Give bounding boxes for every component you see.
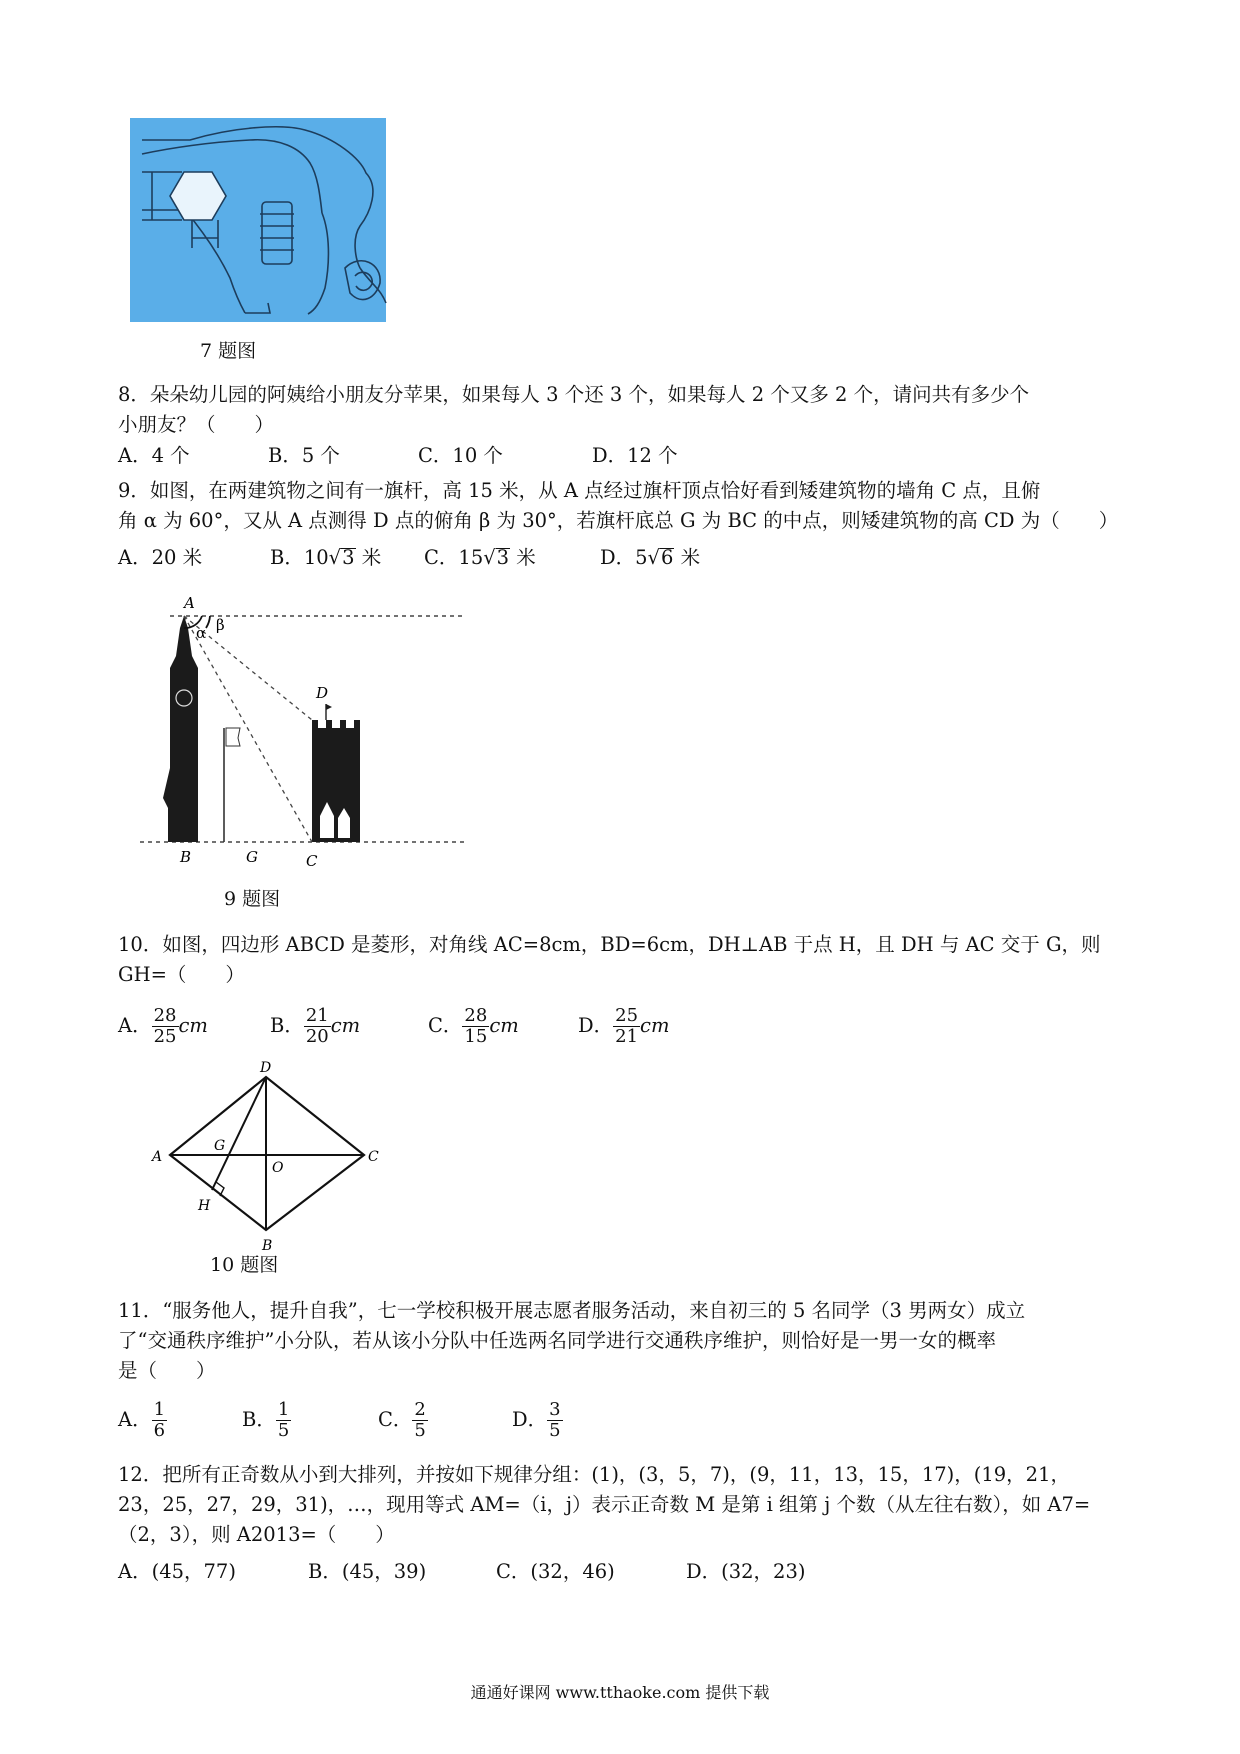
- q10-line1: 10．如图，四边形 ABCD 是菱形，对角线 AC=8cm，BD=6cm，DH⊥AB 于点 H，且 DH 与 AC 交于 G，则: [118, 933, 1101, 956]
- label-d: D: [260, 1060, 272, 1076]
- label-c: C: [306, 852, 318, 870]
- q9-option-a: A．20 米: [118, 546, 203, 569]
- q9-option-b: B．10√3 米: [270, 546, 382, 569]
- q11-line1: 11．“服务他人，提升自我”，七一学校积极开展志愿者服务活动，来自初三的 5 名同学（3 男两女）成立: [118, 1299, 1026, 1322]
- q11-option-d: D． $\frac{3}{5}$: [512, 1399, 561, 1441]
- q11-line2: 了“交通秩序维护”小分队，若从该小分队中任选两名同学进行交通秩序维护，则恰好是一男一女的概率: [118, 1329, 996, 1352]
- tall-building: [163, 616, 198, 842]
- q12-line3: （2，3），则 A2013=（ ）: [118, 1523, 395, 1546]
- q9-figure: [140, 588, 480, 868]
- short-building-flag: [326, 704, 332, 710]
- line-a-to-c: [184, 616, 312, 842]
- q12-line2: 23，25，27，29，31)，…，现用等式 AM=（i，j）表示正奇数 M 是第 i 组第 j 个数（从左往右数），如 A7=: [118, 1493, 1091, 1516]
- label-c: C: [368, 1149, 379, 1165]
- q11-line3: 是（ ）: [118, 1359, 216, 1382]
- q9-option-d: D．5√6 米: [600, 546, 701, 569]
- label-b: B: [262, 1238, 273, 1254]
- label-d: D: [316, 684, 329, 702]
- short-building: [312, 720, 360, 842]
- label-a: A: [152, 1149, 163, 1165]
- q12-option-a: A．(45，77): [118, 1560, 236, 1583]
- q11-option-a: A． $\frac{1}{6}$: [118, 1399, 166, 1441]
- q8-option-d: D．12 个: [592, 444, 678, 467]
- label-o: O: [272, 1160, 284, 1176]
- label-g: G: [214, 1138, 226, 1154]
- q10-option-c: C． $\frac{28}{15}$ cm: [428, 1005, 519, 1047]
- q12-option-c: C．(32，46): [496, 1560, 615, 1583]
- q11-option-b: B． $\frac{1}{5}$: [242, 1399, 290, 1441]
- label-h: H: [198, 1198, 211, 1214]
- q10-caption: 10 题图: [210, 1254, 279, 1276]
- q10-option-d: D． $\frac{25}{21}$ cm: [578, 1005, 670, 1047]
- q11-option-c: C． $\frac{2}{5}$: [378, 1399, 426, 1441]
- q9-caption: 9 题图: [224, 888, 281, 910]
- q10-line2: GH=（ ）: [118, 963, 245, 986]
- page-footer: 通通好课网 www.tthaoke.com 提供下载: [470, 1683, 770, 1702]
- q8-option-a: A．4 个: [118, 444, 190, 467]
- q9-line1: 9．如图，在两建筑物之间有一旗杆，高 15 米，从 A 点经过旗杆顶点恰好看到矮建筑物的墙角 C 点，且俯: [118, 479, 1041, 502]
- segment-dh: [212, 1077, 266, 1190]
- q10-option-a: A． $\frac{28}{25}$ cm: [118, 1005, 208, 1047]
- q8-option-b: B．5 个: [268, 444, 340, 467]
- q9-option-c: C．15√3 米: [424, 546, 536, 569]
- q8-option-c: C．10 个: [418, 444, 503, 467]
- label-b: B: [180, 848, 192, 866]
- beta-arc: [206, 616, 210, 628]
- wrench-figure: [130, 118, 386, 322]
- label-g: G: [246, 848, 258, 866]
- q12-option-d: D．(32，23): [686, 1560, 806, 1583]
- label-alpha: α: [196, 624, 207, 642]
- flag: [226, 728, 240, 746]
- q10-figure: [146, 1060, 386, 1254]
- q12-option-b: B．(45，39): [308, 1560, 427, 1583]
- q12-line1: 12．把所有正奇数从小到大排列，并按如下规律分组：(1)，(3，5，7)，(9，11，13，15，17)，(19，21，: [118, 1463, 1070, 1486]
- q10-option-b: B． $\frac{21}{20}$ cm: [270, 1005, 361, 1047]
- label-a: A: [184, 594, 195, 612]
- q7-caption: 7 题图: [200, 340, 257, 362]
- label-beta: β: [216, 616, 225, 634]
- q8-line2: 小朋友？（ ）: [118, 413, 275, 436]
- q8-line1: 8．朵朵幼儿园的阿姨给小朋友分苹果，如果每人 3 个还 3 个，如果每人 2 个又多 2 个，请问共有多少个: [118, 383, 1030, 406]
- q9-line2: 角 α 为 60°，又从 A 点测得 D 点的俯角 β 为 30°，若旗杆底总 G 为 BC 的中点，则矮建筑物的高 CD 为（ ）: [118, 509, 1119, 532]
